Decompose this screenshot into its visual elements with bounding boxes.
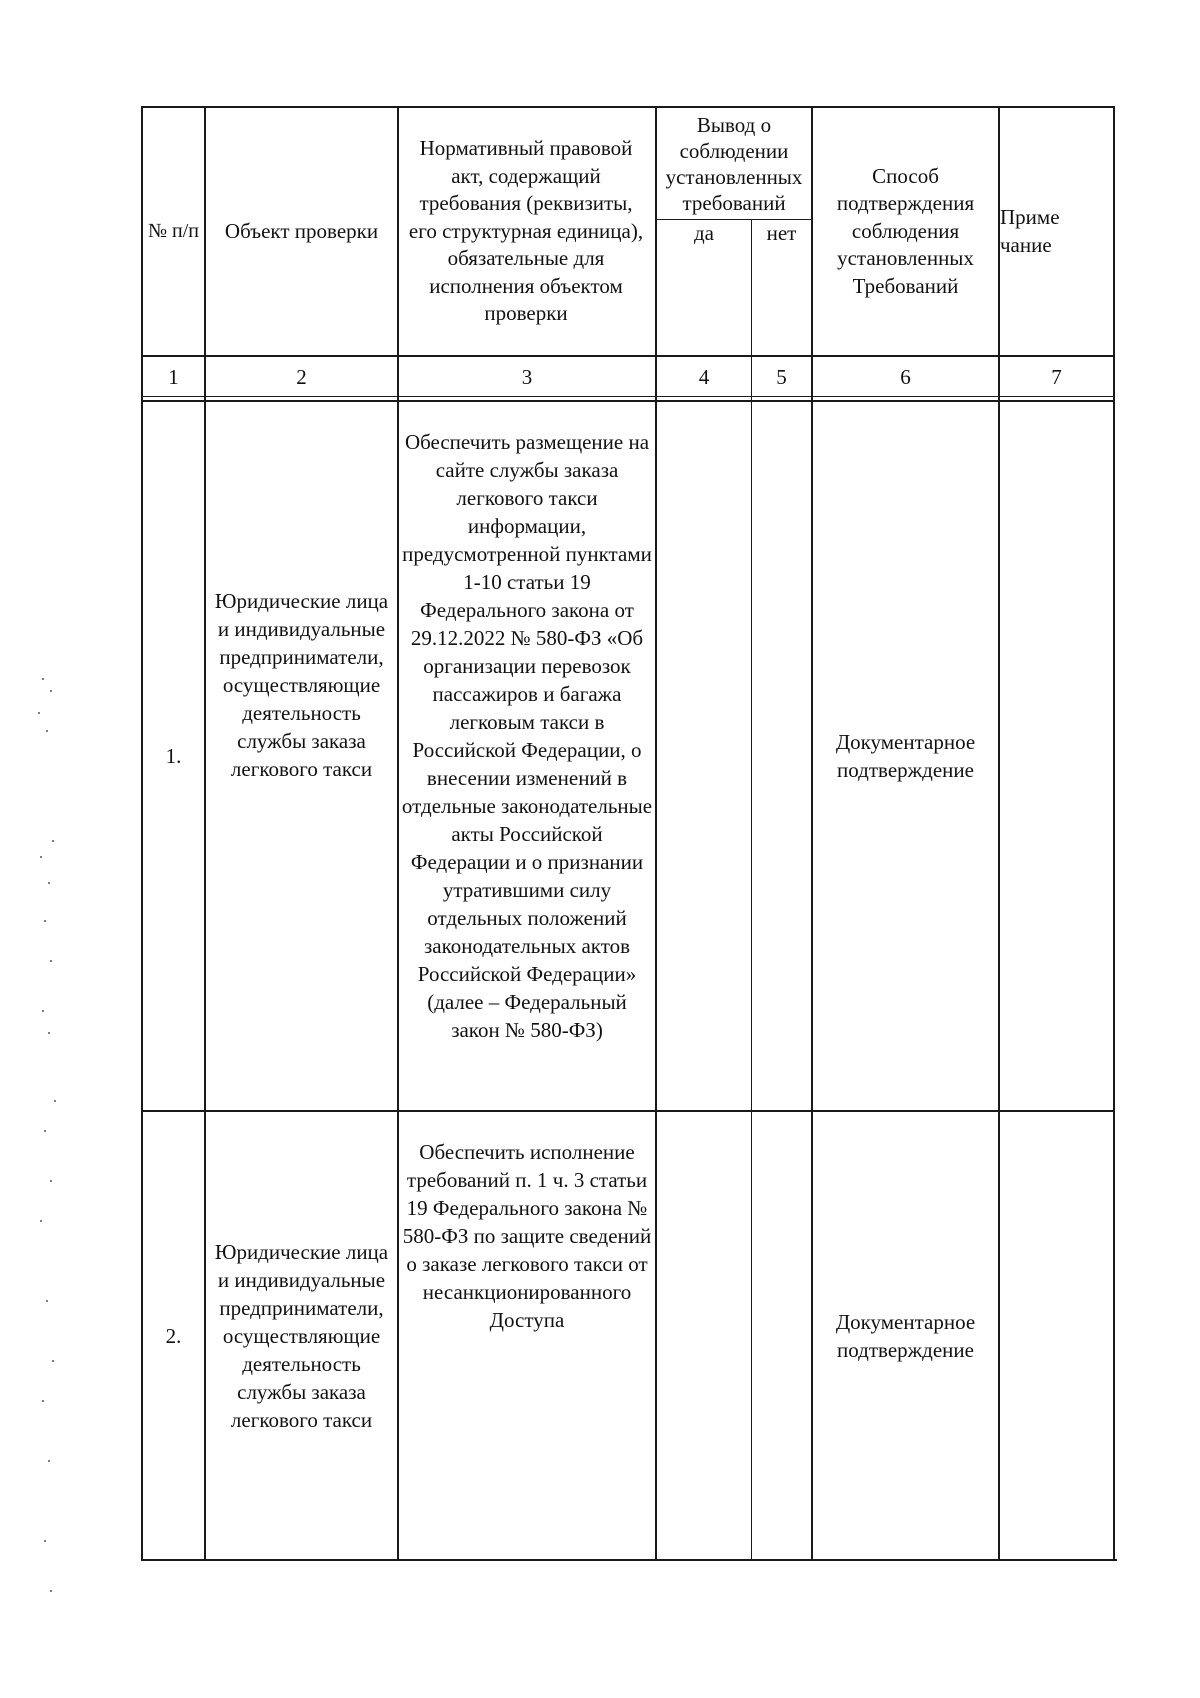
header-method: Способ подтверждения соблюдения установленных Требований: [836, 163, 975, 298]
row-no: [752, 402, 811, 1110]
table-border-bottom: [141, 1559, 1117, 1561]
header-object: Объект проверки: [224, 218, 379, 243]
row-num: 1.: [165, 744, 182, 768]
col-number-1: 1: [168, 364, 179, 389]
col-number-5: 5: [776, 364, 787, 389]
header-no: нет: [766, 221, 797, 246]
header-yes: да: [693, 221, 714, 246]
header-conclusion: Вывод о соблюдении установленных требований: [665, 112, 803, 215]
row-no: [752, 1112, 811, 1559]
col-number-2: 2: [296, 364, 307, 389]
col-number-4: 4: [698, 364, 710, 389]
col-number-6: 6: [900, 364, 911, 389]
col-divider-5: [811, 106, 813, 1561]
row-method: Документарное подтверждение: [835, 1309, 976, 1362]
col-number-7: 7: [1051, 364, 1062, 389]
col-divider-2: [397, 106, 399, 1561]
table-border-right: [1113, 106, 1115, 1561]
scan-noise: [30, 660, 70, 1660]
row-num: 2.: [165, 1323, 182, 1348]
header-note: Примечание: [1000, 205, 1060, 257]
row-note: [1000, 402, 1113, 1110]
row-yes: [657, 1112, 751, 1559]
row-note: [1000, 1112, 1113, 1559]
row-method: Документарное подтверждение: [835, 730, 976, 782]
row-yes: [657, 402, 751, 1110]
row-divider-numbers-1: [141, 396, 1115, 397]
row-object: Юридические лица и индивидуальные предприниматели, осуществляющие деятельность службы заказа легкового такси: [214, 589, 389, 781]
col-number-3: 3: [521, 364, 533, 389]
header-act: Нормативный правовой акт, содержащий требования (реквизиты, его структурная единица), обязательные для исполнения объектом проверки: [408, 136, 644, 326]
header-num: № п/п: [147, 219, 200, 242]
row-act: Обеспечить размещение на сайте службы заказа легкового такси информации, предусмотренной пунктами 1-10 статьи 19 Федерального закона от 29.12.2022 № 580-ФЗ «Об организации перевозок пассажиров и багажа легковым такси в Российской Федерации, о внесении изменений в отдельные законодательные акты Российской Федерации и о признании утратившими силу отдельных положений законодательных актов Российской Федерации» (далее – Федеральный закон № 580-ФЗ): [401, 430, 653, 1042]
row-object: Юридические лица и индивидуальные предприниматели, осуществляющие деятельность службы заказа легкового такси: [214, 1239, 389, 1432]
row-act: Обеспечить исполнение требований п. 1 ч. 3 статьи 19 Федерального закона № 580-ФЗ по защите сведений о заказе легкового такси от несанкционированного Доступа: [402, 1140, 652, 1332]
